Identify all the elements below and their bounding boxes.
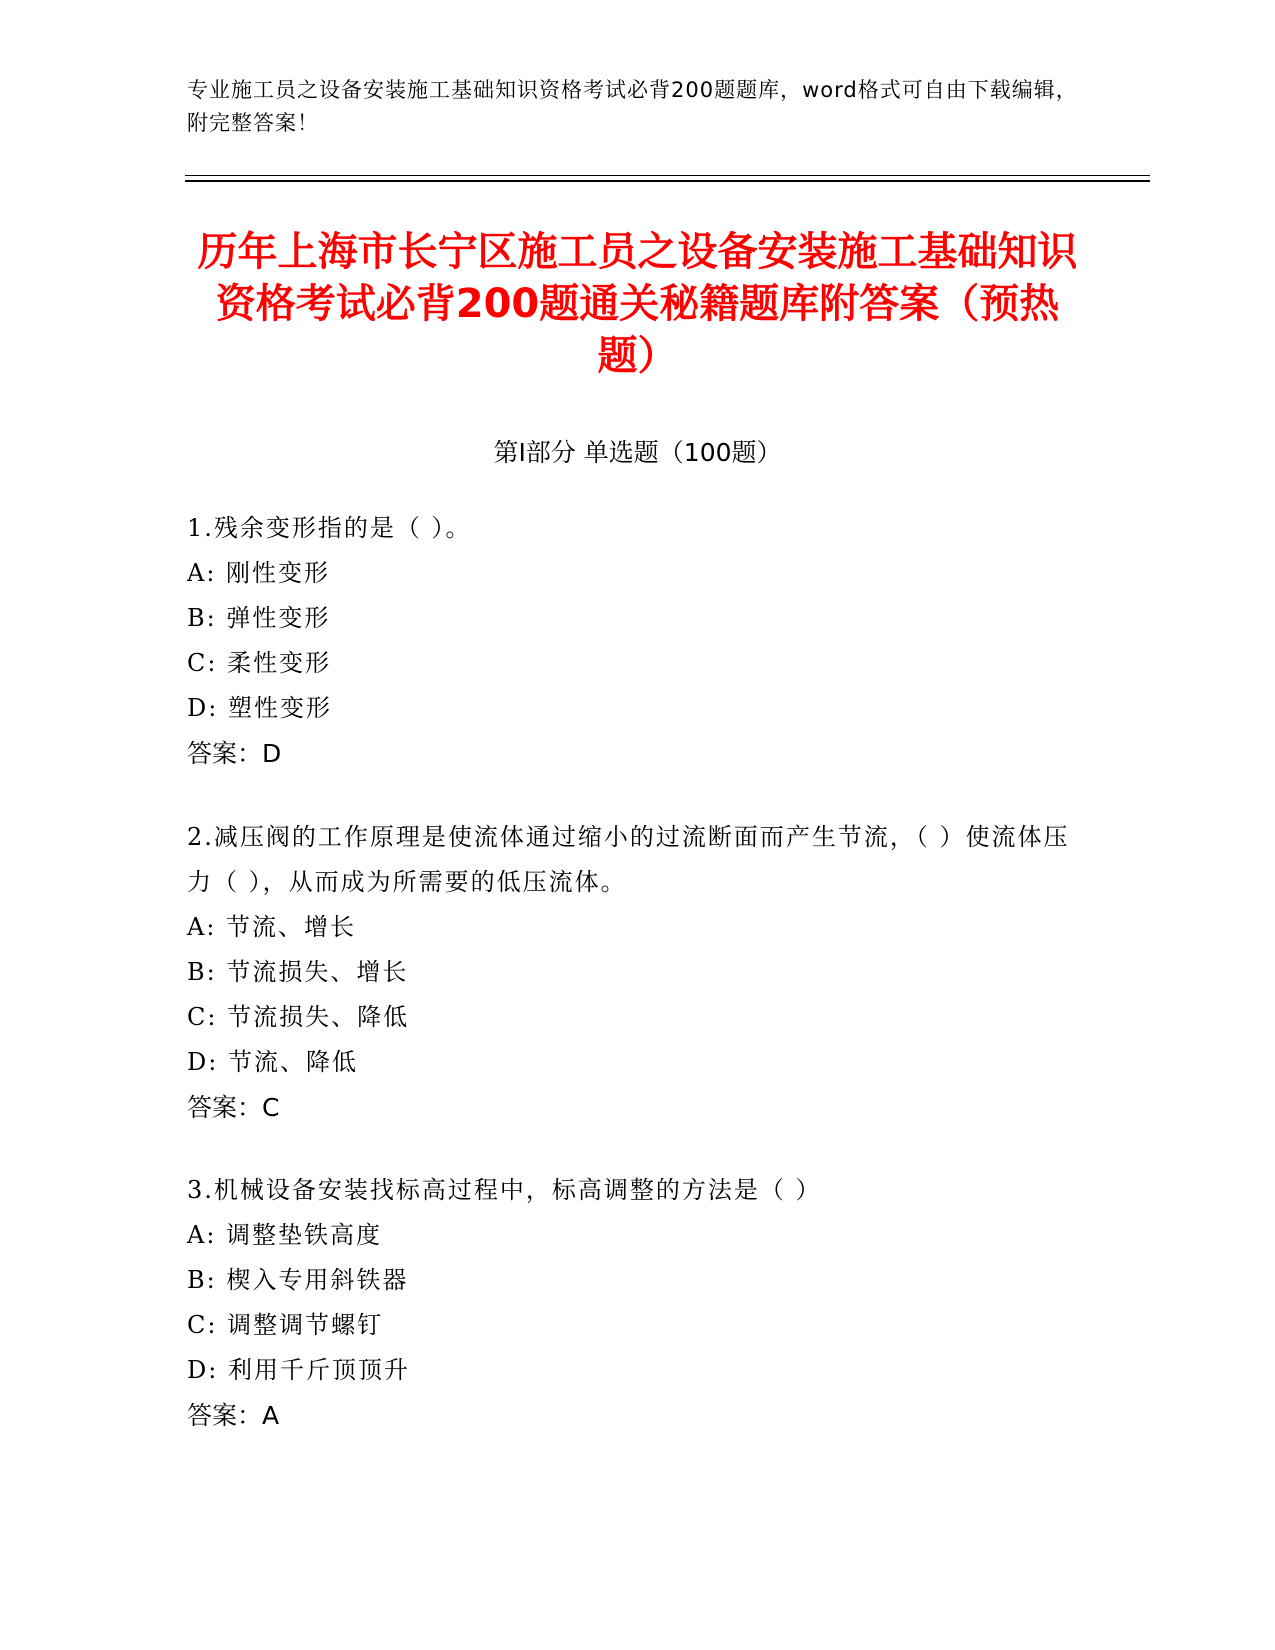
option-a: A: 节流、增长 [187, 913, 357, 941]
question-2 [187, 815, 1077, 1130]
header-note: 专业施工员之设备安装施工基础知识资格考试必背200题题库，word格式可自由下载编辑，附完整答案！ [187, 78, 1078, 135]
answer: 答案：C [187, 1093, 280, 1122]
option-b: B: 楔入专用斜铁器 [187, 1266, 409, 1294]
document-title: 历年上海市长宁区施工员之设备安装施工基础知识资格考试必背200题通关秘籍题库附答案（预热题） [197, 229, 1078, 379]
question-stem: 2.减压阀的工作原理是使流体通过缩小的过流断面而产生节流，（ ）使流体压力（ ），从而成为所需要的低压流体。 [187, 823, 1070, 896]
option-b: B: 节流损失、增长 [187, 958, 409, 986]
answer: 答案：D [187, 739, 282, 768]
option-c: C: 调整调节螺钉 [187, 1311, 384, 1339]
answer: 答案：A [187, 1401, 280, 1430]
option-d: D: 塑性变形 [187, 694, 332, 722]
section-title: 第Ⅰ部分 单选题（100题） [493, 438, 782, 467]
header-divider-thin [185, 175, 1150, 176]
option-a: A: 刚性变形 [187, 559, 331, 587]
option-b: B: 弹性变形 [187, 604, 331, 632]
option-c: C: 柔性变形 [187, 649, 332, 677]
option-d: D: 利用千斤顶顶升 [187, 1356, 410, 1384]
question-stem: 3.机械设备安装找标高过程中，标高调整的方法是（ ） [187, 1176, 822, 1204]
question-1 [187, 506, 1077, 776]
question-3 [187, 1168, 1077, 1438]
option-a: A: 调整垫铁高度 [187, 1221, 383, 1249]
question-stem: 1.残余变形指的是（ ）。 [187, 514, 472, 542]
option-d: D: 节流、降低 [187, 1048, 358, 1076]
header-divider-thick [185, 180, 1150, 182]
option-c: C: 节流损失、降低 [187, 1003, 410, 1031]
